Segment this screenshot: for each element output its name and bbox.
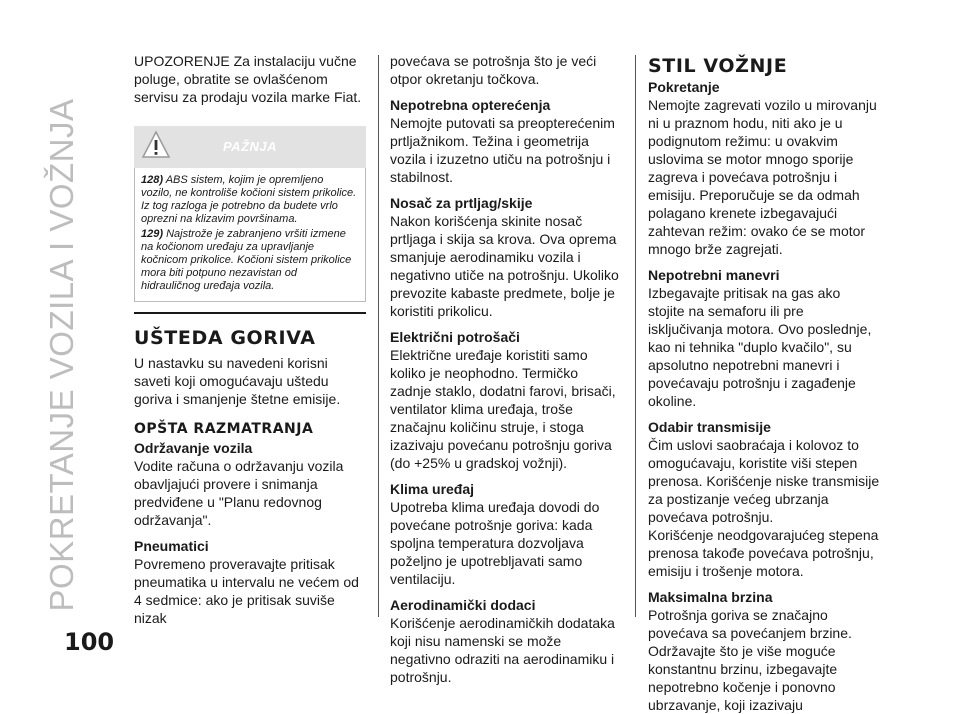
text-tyres: Povremeno proveravajte pritisak pneumatika u intervalu ne većem od 4 sedmice: ako je pritisak suviše nizak	[134, 556, 359, 626]
text-maximum-speed: Potrošnja goriva se značajno povećava sa povećanjem brzine. Održavajte što je više moguće konstantnu brzinu, izbegavajte nepotrebno kočenje i ponovno ubrzavanje, koji izazivaju	[648, 607, 852, 713]
warning-header	[134, 126, 366, 168]
heading-maintenance: Održavanje vozila	[134, 440, 253, 456]
text-unnecessary-manoeuvres: Izbegavajte pritisak na gas ako stojite na semaforu ili pre isključivanja motora. Ovo poslednje, kao ni tehnika "duplo kvačilo", su apsolutno nepotrebni manevri i povećavaju potrošnju i zagađenje okoline.	[648, 285, 872, 409]
warning-note	[141, 174, 357, 226]
column-2	[390, 52, 622, 686]
note-text: ABS sistem, kojim je opremljeno vozilo, ne kontroliše kočioni sistem prikolice. Iz tog razloga je potrebno da budete vrlo oprezni na klizavim površinama.	[141, 174, 357, 225]
column-divider-2	[635, 55, 636, 617]
text-roof-rack: Nakon korišćenja skinite nosač prtljaga i skija sa krova. Ova oprema smanjuje aerodinamiku vozila i negativno utiče na potrošnju. Ukoliko prevozite kabaste predmete, bolje je koristiti prikolicu.	[390, 213, 619, 319]
section-rule	[134, 312, 366, 314]
page-number: 100	[64, 628, 115, 656]
warning-body	[134, 168, 366, 302]
heading-electrical-consumers: Električni potrošači	[390, 329, 520, 345]
column-1	[134, 52, 366, 627]
column-3	[648, 52, 880, 714]
warning-box	[134, 126, 366, 302]
heading-gear-selection: Odabir transmisije	[648, 419, 771, 435]
text-aerodynamic-accessories: Korišćenje aerodinamičkih dodataka koji nisu namenski se može negativno odraziti na aerodinamiku i potrošnju.	[390, 615, 615, 685]
note-number: 129)	[141, 228, 164, 240]
heading-unnecessary-loads: Nepotrebna opterećenja	[390, 97, 551, 113]
text-maintenance: Vodite računa o održavanju vozila obavljajući provere i snimanja predviđene u "Planu redovnog održavanja".	[134, 458, 344, 528]
warning-label: PAŽNJA	[222, 139, 278, 154]
heading-unnecessary-manoeuvres: Nepotrebni manevri	[648, 267, 780, 283]
note-text: Najstrože je zabranjeno vršiti izmene na kočionom uređaju za upravljanje kočnicom prikolice. Kočioni sistem prikolice mora biti potpuno nezavistan od hidrauličnog uređaja vozila.	[141, 228, 352, 292]
text-starting: Nemojte zagrevati vozilo u mirovanju ni u praznom hodu, niti ako je u podignutom režimu: u ovakvim uslovima se motor mnogo sporije zagreva i povećava potrošnju i emisiju. Preporučuje se da odmah polagano krenete izbegavajući zahtevan režim: ovako će se motor mnogo brže zagrejati.	[648, 97, 877, 257]
warning-note	[141, 228, 357, 293]
side-section-title: POKRETANJE VOZILA I VOŽNJA	[43, 98, 80, 612]
heading-air-conditioning: Klima uređaj	[390, 481, 475, 497]
section-intro: U nastavku su navedeni korisni saveti koji omogućavaju uštedu goriva i smanjenje štetne emisije.	[134, 355, 341, 407]
heading-aerodynamic-accessories: Aerodinamički dodaci	[390, 597, 536, 613]
heading-roof-rack: Nosač za prtljag/skije	[390, 195, 533, 211]
section-title-driving-style: STIL VOŽNJE	[648, 55, 788, 77]
text-tyres-continued: povećava se potrošnja što je veći otpor okretanju točkova.	[390, 53, 597, 87]
heading-maximum-speed: Maksimalna brzina	[648, 589, 773, 605]
heading-tyres: Pneumatici	[134, 538, 209, 554]
note-number: 128)	[141, 174, 164, 186]
column-divider-1	[378, 55, 379, 617]
text-gear-selection-1: Čim uslovi saobraćaja i kolovoz to omogućavaju, koristite viši stepen prenosa. Korišćenje niske transmisije za postizanje većeg ubrzanja povećava potrošnju.	[648, 437, 880, 525]
text-electrical-consumers: Električne uređaje koristiti samo koliko je neophodno. Termičko zadnje staklo, dodatni farovi, brisači, ventilator klima uređaja, troše značajnu količinu struje, i stoga izazivaju povećanu potrošnju goriva (do +25% u gradskoj vožnji).	[390, 347, 616, 471]
text-gear-selection-2: Korišćenje neodgovarajućeg stepena prenosa takođe povećava potrošnju, emisiju i trošenje motora.	[648, 527, 879, 579]
section-title-fuel-saving: UŠTEDA GORIVA	[134, 327, 316, 349]
towbar-note: UPOZORENJE Za instalaciju vučne poluge, obratite se ovlašćenom servisu za prodaju vozila marke Fiat.	[134, 53, 362, 105]
heading-starting: Pokretanje	[648, 79, 720, 95]
subsection-title-general: OPŠTA RAZMATRANJA	[134, 421, 314, 437]
text-air-conditioning: Upotreba klima uređaja dovodi do povećane potrošnje goriva: kada spoljna temperatura dozvoljava poželjno je upotrebljavati samo ventilaciju.	[390, 499, 600, 587]
text-unnecessary-loads: Nemojte putovati sa preopterećenim prtljažnikom. Težina i geometrija vozila i izuzetno utiču na potrošnju i stabilnost.	[390, 115, 615, 185]
